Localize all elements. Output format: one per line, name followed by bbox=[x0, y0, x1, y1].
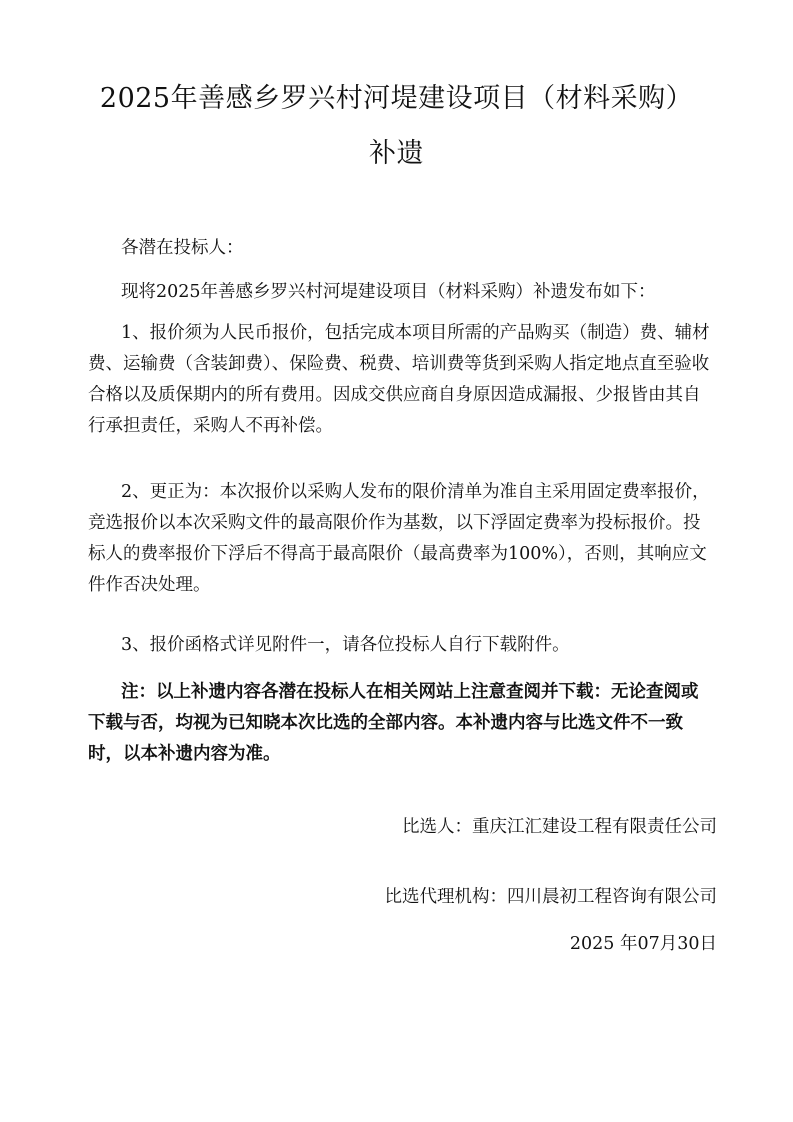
item-paragraph-3: 3、报价函格式详见附件一，请各位投标人自行下载附件。 bbox=[121, 635, 570, 655]
agent-signature: 比选代理机构：四川晨初工程咨询有限公司 bbox=[384, 887, 717, 907]
document-title: 2025年善感乡罗兴村河堤建设项目（材料采购） bbox=[99, 83, 694, 114]
document-date: 2025 年07月30日 bbox=[569, 934, 717, 954]
intro-paragraph: 现将2025年善感乡罗兴村河堤建设项目（材料采购）补遗发布如下： bbox=[121, 282, 656, 302]
buyer-signature: 比选人：重庆江汇建设工程有限责任公司 bbox=[402, 817, 717, 837]
note-paragraph: 注：以上补遗内容各潜在投标人在相关网站上注意查阅并下载：无论查阅或下载与否，均视为已知晓本次比选的全部内容。本补遗内容与比选文件不一致时，以本补遗内容为准。 bbox=[88, 682, 699, 764]
salutation: 各潜在投标人： bbox=[121, 238, 244, 258]
item-paragraph-1: 1、报价须为人民币报价，包括完成本项目所需的产品购买（制造）费、辅材费、运输费（含装卸费）、保险费、税费、培训费等货到采购人指定地点直至验收合格以及质保期内的所有费用。因成交供应商自身原因造成漏报、少报皆由其自行承担责任，采购人不再补偿。 bbox=[88, 323, 710, 436]
document-subtitle: 补遗 bbox=[369, 138, 424, 169]
item-paragraph-2: 2、更正为：本次报价以采购人发布的限价清单为准自主采用固定费率报价，竞选报价以本次采购文件的最高限价作为基数，以下浮固定费率为投标报价。投标人的费率报价下浮后不得高于最高限价（最高费率为100%），否则，其响应文件作否决处理。 bbox=[88, 482, 710, 595]
